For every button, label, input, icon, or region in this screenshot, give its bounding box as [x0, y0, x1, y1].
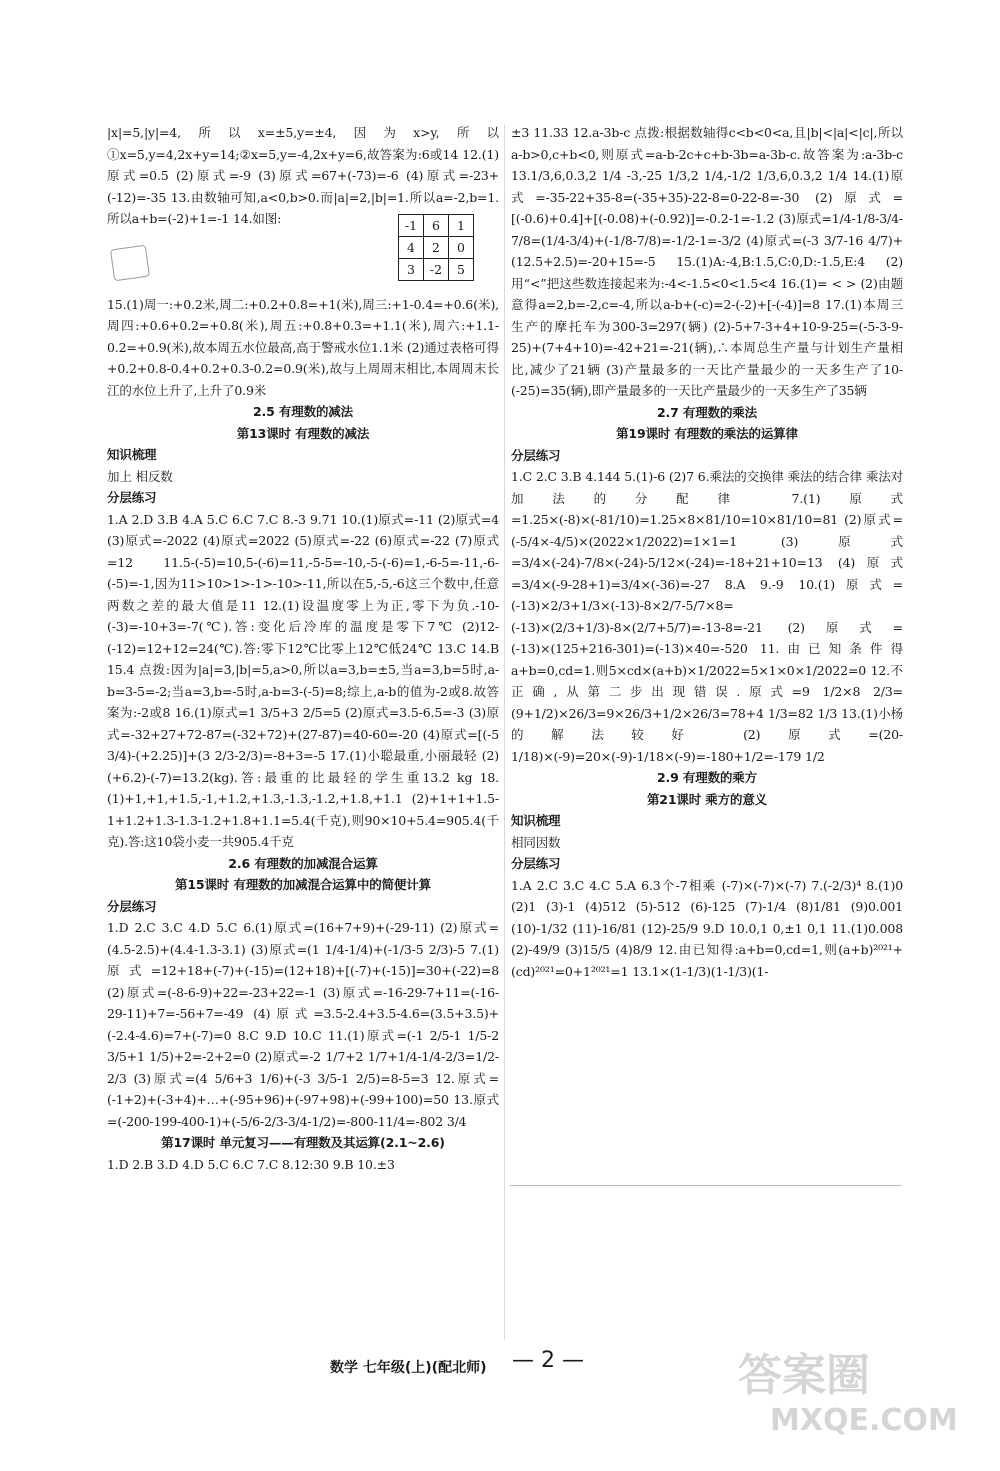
- grid-cell: 6: [424, 215, 449, 237]
- grid-row: [399, 259, 474, 281]
- section-title: 2.5 有理数的减法: [253, 404, 353, 419]
- answer-paragraph: 1.D 2.C 3.C 4.D 5.C 6.(1)原式=(16+7+9)+(-29-11) (2)原式=(4.5-2.5)+(4.4-1.3-3.1) (3)原式=(1 1/4-1/4)+(-1/3-5 2/3)-5 7.(1)原式=12+18+(-7)+(-15)=(12+18)+[(-7)+(-15)]=30+(-22)=8 (2)原式=(-8-6-9)+22=-23+22=-1 (3)原式=-16-29-7+11=(-16-29-11)+7=-56+7=-49 (4)原式=3.5-2.4+3.5-4.6=(3.5+3.5)+(-2.4-4.6)=7+(-7)=0 8.C 9.D 10.C 11.(1)原式=(-1 2/5-1 1/5-2 3/5+1 1/5)+2=-2+2=0 (2)原式=-2 1/7+2 1/7+1/4-1/4-2/3=1/2-2/3 (3)原式=(4 5/6+3 1/6)+(-3 3/5-1 2/5)=8-5=3 12.原式=(-1+2)+(-3+4)+…+(-95+96)+(-97+98)+(-99+100)=50 13.原式=(-200-199-400-1)+(-5/6-2/3-3/4-1/2)=-800-11/4=-802 3/4: [107, 920, 499, 1129]
- grid-cell: 3: [399, 259, 424, 281]
- subheading: 分层练习: [511, 447, 561, 463]
- answer-paragraph: 1.C 2.C 3.B 4.144 5.(1)-6 (2)7 6.乘法的交换律 乘法的结合律 乘法对加法的分配律 7.(1)原式=1.25×(-8)×(-81/10)=1.25×8×81/10=10×81/10=81 (2)原式=(-5/4×-4/5)×(2022×1/2022)=1×1=1 (3)原式=3/4×(-24)-7/8×(-24)-5/12×(-24)=-18+21+10=13 (4)原式=3/4×(-9-28+1)=3/4×(-36)=-27 8.A 9.-9 10.(1)原式=(-13)×2/3+1/3×(-13)-8×2/7-5/7×8=(-13)×(2/3+1/3)-8×(2/7+5/7)=-13-8=-21 (2)原式=(-13)×(125+216-301)=(-13)×40=-520 11.由已知条件得a+b=0,cd=1.则5×cd×(a+b)×1/2022=5×1×0×1/2022=0 12.不正确,从第二步出现错误.原式=9 1/2×8 2/3=(9+1/2)×26/3=9×26/3+1/2×26/3=78+4 1/3=82 1/3 13.(1)小杨的解法较好 (2)原式=(20-1/18)×(-9)=20×(-9)-1/18×(-9)=-180+1/2=-179 1/2: [511, 469, 903, 764]
- answer-paragraph: 相同因数: [511, 834, 561, 850]
- answer-grid-14: [398, 214, 474, 281]
- answer-paragraph: 加上 相反数: [107, 468, 173, 484]
- subheading: 知识梳理: [107, 447, 157, 462]
- grid-cell: -2: [424, 259, 449, 281]
- section-title: 2.9 有理数的乘方: [657, 770, 757, 785]
- lesson-title: 第21课时 乘方的意义: [646, 791, 768, 807]
- grid-cell: 0: [449, 237, 474, 259]
- subheading: 分层练习: [107, 490, 157, 505]
- answer-paragraph: 1.D 2.B 3.D 4.D 5.C 6.C 7.C 8.12:30 9.B 10.±3: [107, 1156, 395, 1172]
- footer-subject: 数学 七年级(上)(配北师): [330, 1360, 487, 1376]
- answer-paragraph: |x|=5,|y|=4,所以x=±5,y=±4,因为x>y,所以①x=5,y=4,2x+y=14;②x=5,y=-4,2x+y=6,故答案为:6或14 12.(1)原式=0.5 (2)原式=-9 (3)原式=67+(-73)=-6 (4)原式=-23+(-12)=-35 13.由数轴可知,a<0,b>0.而|a|=2,|b|=1.所以a=-2,b=1.所以a+b=(-2)+1=-1 14.如图:: [107, 125, 499, 226]
- page-number: — 2 —: [512, 1348, 584, 1373]
- grid-row: [399, 237, 474, 259]
- grid-cell: 1: [449, 215, 474, 237]
- answer-paragraph: 15.(1)周一:+0.2米,周二:+0.2+0.8=+1(米),周三:+1-0.4=+0.6(米),周四:+0.6+0.2=+0.8(米),周五:+0.8+0.3=+1.1(米),周六:+1.1-0.2=+0.9(米),故本周五水位最高,高于警戒水位1.1米 (2)通过表格可得+0.2+0.8-0.4+0.2+0.3-0.2=0.9(米),故与上周周末相比,本周周末长江的水位上升了,上升了0.9米: [107, 296, 499, 398]
- stamp-mark: [110, 245, 150, 282]
- column-divider: [504, 125, 505, 1340]
- section-title: 2.6 有理数的加减混合运算: [228, 855, 378, 871]
- answer-paragraph: 1.A 2.D 3.B 4.A 5.C 6.C 7.C 8.-3 9.71 10.(1)原式=-11 (2)原式=4 (3)原式=-2022 (4)原式=2022 (5)原式=-22 (6)原式=-22 (7)原式=12 11.5-(-5)=10,5-(-6)=11,-5-5=-10,-5-(-6)=1,-6-5=-11,-6-(-5)=-1,因为11>10>1>-1>-10>-11,所以在5,-5,-6这三个数中,任意两数之差的最大值是11 12.(1)设温度零上为正,零下为负.-10-(-3)=-10+3=-7(℃).答:变化后冷库的温度是零下7℃ (2)12-(-12)=12+12=24(℃).答:零下12℃比零上12℃低24℃ 13.C 14.B 15.4 点拨:因为|a|=3,|b|=5,a>0,所以a=3,b=±5,当a=3,b=5时,a-b=3-5=-2;当a=3,b=-5时,a-b=3-(-5)=8;综上,a-b的值为-2或8.故答案为:-2或8 16.(1)原式=1 3/5+3 2/5=5 (2)原式=3.5-6.5=-3 (3)原式=-32+27+72-87=(-32+72)+(27-87)=40-60=-20 (4)原式=[(-5 3/4)-(+2.25)]+(3 2/3-2/3)=-8+3=-5 17.(1)小聪最重,小丽最轻 (2)(+6.2)-(-7)=13.2(kg).答:最重的比最轻的学生重13.2 kg 18.(1)+1,+1,+1.5,-1,+1.2,+1.3,-1.3,-1.2,+1.8,+1.1 (2)+1+1+1.5-1+1.2+1.3-1.3-1.2+1.8+1.1=5.4(千克),则90×10+5.4=905.4(千克).答:这10袋小麦一共905.4千克: [107, 511, 499, 849]
- grid-cell: 2: [424, 237, 449, 259]
- right-column: [511, 122, 903, 982]
- subheading: 知识梳理: [511, 813, 561, 828]
- subheading: 分层练习: [511, 856, 561, 871]
- lesson-title: 第19课时 有理数的乘法的运算律: [616, 426, 798, 441]
- subheading: 分层练习: [107, 898, 157, 914]
- grid-cell: -1: [399, 215, 424, 237]
- answer-paragraph: ±3 11.33 12.a-3b-c 点拨:根据数轴得c<b<0<a,且|b|<|a|<|c|,所以a-b>0,c+b<0,则原式=a-b-2c+c+b-3b=a-3b-c.故答案为:a-3b-c 13.1/3,6,0.3,2 1/4 -3,-25 1/3,2 1/4,-1/2 1/3,6,0.3,2 1/4 14.(1)原式=-35-22+35-8=(-35+35)-22-8=0-22-8=-30 (2)原式=[(-0.6)+0.4]+[(-0.08)+(-0.92)]=-0.2-1=-1.2 (3)原式=1/4-1/8-3/4-7/8=(1/4-3/4)+(-1/8-7/8)=-1/2-1=-3/2 (4)原式=(-3 3/7-16 4/7)+(12.5+2.5)=-20+15=-5 15.(1)A:-4,B:1.5,C:0,D:-1.5,E:4 (2)用“<”把这些数连接起来为:-4<-1.5<0<1.5<4 16.(1)= < > (2)由题意得a=2,b=-2,c=-4,所以a-b+(-c)=2-(-2)+[-(-4)]=8 17.(1)本周三生产的摩托车为300-3=297(辆) (2)-5+7-3+4+10-9-25=(-5-3-9-25)+(7+4+10)=-42+21=-21(辆),∴本周总生产量与计划生产量相比,减少了21辆 (3)产量最多的一天比产量最少的一天多生产了10-(-25)=35(辆),即产量最多的一天比产量最少的一天多生产了35辆: [511, 125, 903, 398]
- watermark-text: 答案圈: [738, 1350, 870, 1401]
- answer-paragraph: 1.A 2.C 3.C 4.C 5.A 6.3个-7相乘 (-7)×(-7)×(-7) 7.(-2/3)⁴ 8.(1)0 (2)1 (3)-1 (4)512 (5)-512 (6)-125 (7)-1/4 (8)1/81 (9)0.001 (10)-1/32 (11)-16/81 (12)-25/9 9.D 10.0,1 0,±1 0,1 11.(1)0.008 (2)-49/9 (3)15/5 (4)8/9 12.由已知得:a+b=0,cd=1,则(a+b)²⁰²¹+(cd)²⁰²¹=0+1²⁰²¹=1 13.1×(1-1/3)(1-1/3)(1-: [511, 877, 903, 979]
- grid-row: [399, 215, 474, 237]
- lesson-title: 第15课时 有理数的加减混合运算中的简便计算: [175, 877, 431, 892]
- section-title: 2.7 有理数的乘法: [657, 404, 757, 420]
- watermark-logo: [720, 1333, 960, 1453]
- grid-cell: 5: [449, 259, 474, 281]
- watermark-url: MXQE.COM: [770, 1403, 958, 1438]
- lesson-title: 第13课时 有理数的减法: [236, 425, 370, 441]
- grid-cell: 4: [399, 237, 424, 259]
- section-rule: [510, 1185, 902, 1186]
- lesson-title: 第17课时 单元复习——有理数及其运算(2.1~2.6): [161, 1135, 445, 1150]
